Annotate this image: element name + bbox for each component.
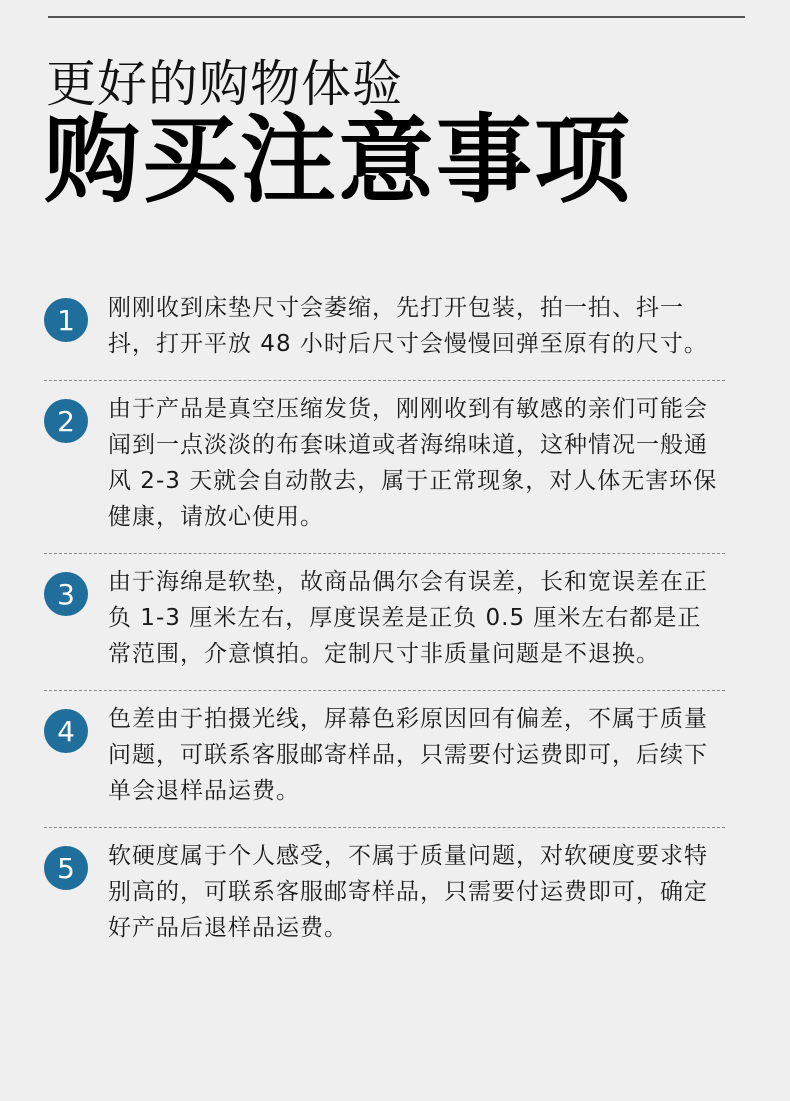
- notice-item: [44, 828, 725, 964]
- notice-text: 软硬度属于个人感受，不属于质量问题，对软硬度要求特别高的，可联系客服邮寄样品，只需要付运费即可，确定好产品后退样品运费。: [108, 843, 708, 941]
- notice-item: [44, 691, 725, 828]
- number-badge: 4: [44, 709, 88, 753]
- notice-item: [44, 381, 725, 554]
- number-badge: 3: [44, 572, 88, 616]
- notice-text: 由于产品是真空压缩发货，刚刚收到有敏感的亲们可能会闻到一点淡淡的布套味道或者海绵味道，这种情况一般通风 2-3 天就会自动散去，属于正常现象，对人体无害环保健康，请放心使用。: [108, 396, 718, 530]
- number-badge: 1: [44, 298, 88, 342]
- number-badge: 2: [44, 399, 88, 443]
- notice-text: 刚刚收到床垫尺寸会萎缩，先打开包装，拍一拍、抖一抖，打开平放 48 小时后尺寸会慢慢回弹至原有的尺寸。: [108, 295, 708, 357]
- top-divider: [48, 16, 745, 18]
- notice-item: [44, 280, 725, 381]
- notice-list: [44, 280, 725, 964]
- notice-item: [44, 554, 725, 691]
- notice-text: 色差由于拍摄光线，屏幕色彩原因回有偏差，不属于质量问题，可联系客服邮寄样品，只需要付运费即可，后续下单会退样品运费。: [108, 706, 708, 804]
- page-title: 购买注意事项: [44, 104, 632, 216]
- page-subtitle: 更好的购物体验: [46, 55, 403, 113]
- number-badge: 5: [44, 846, 88, 890]
- notice-text: 由于海绵是软垫，故商品偶尔会有误差，长和宽误差在正负 1-3 厘米左右，厚度误差是正负 0.5 厘米左右都是正常范围，介意慎拍。定制尺寸非质量问题是不退换。: [108, 569, 708, 667]
